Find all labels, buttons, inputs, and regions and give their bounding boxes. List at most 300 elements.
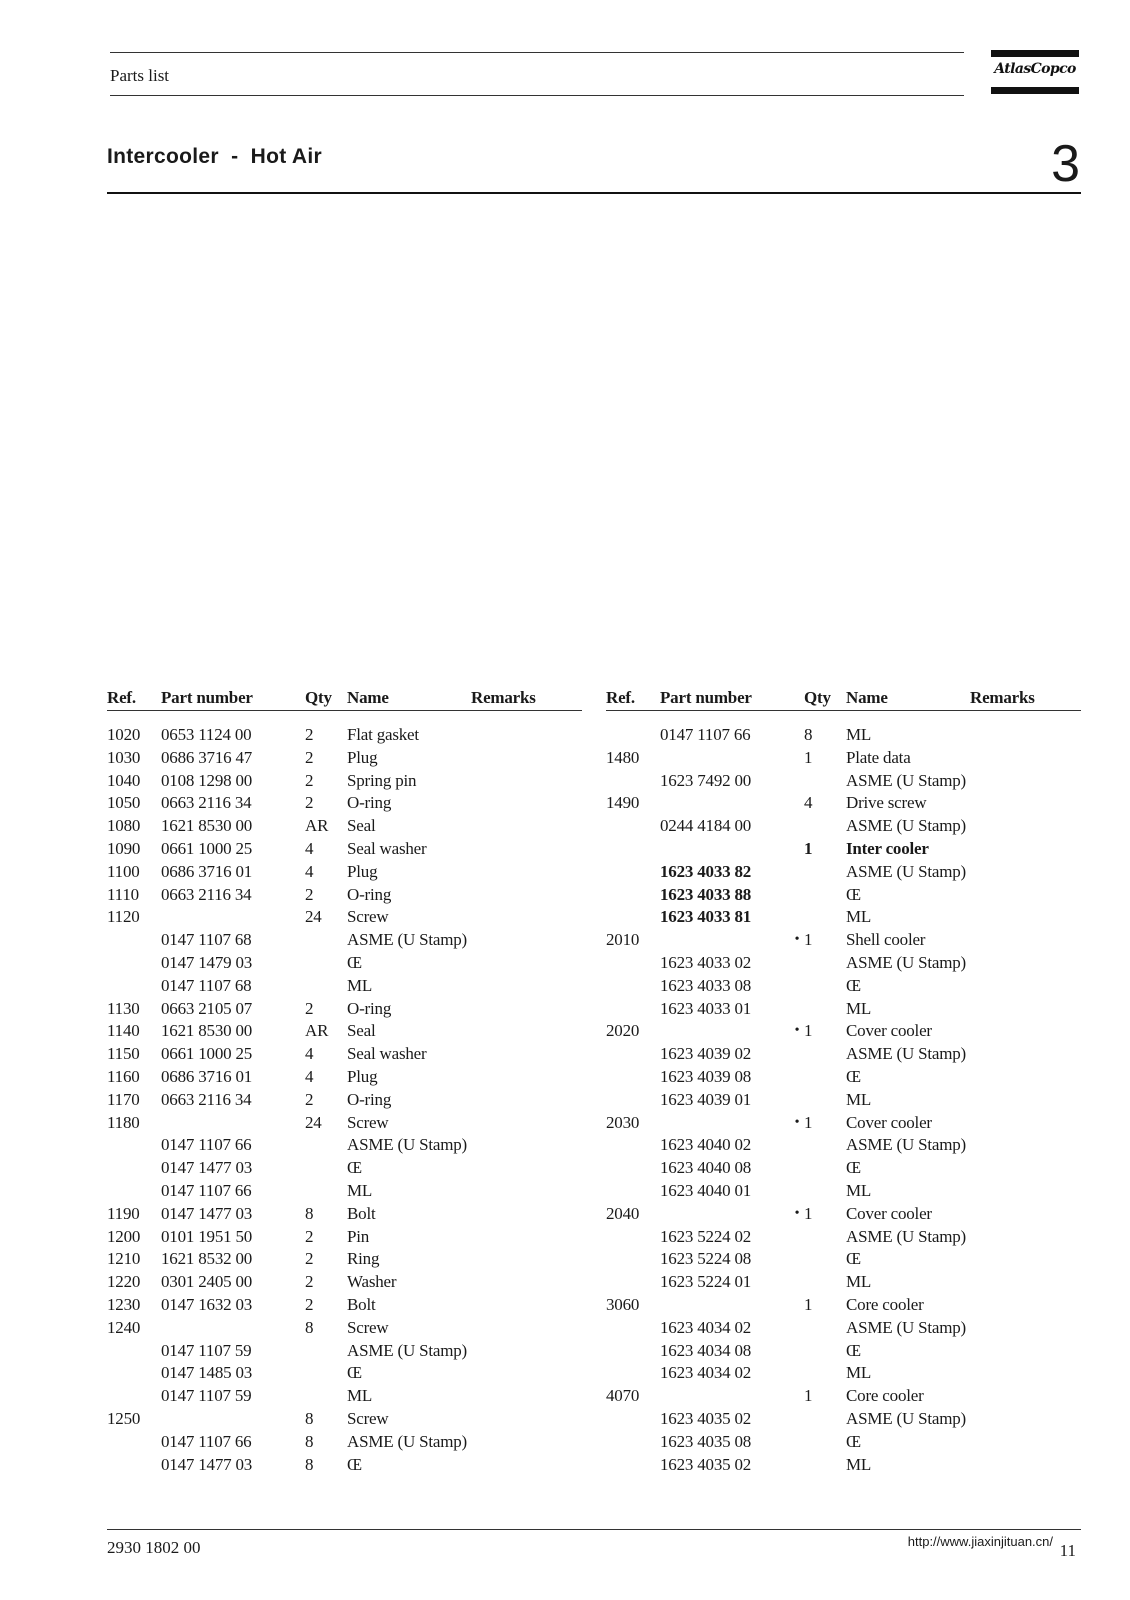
cell-part-number: 0244 4184 00 <box>660 816 752 836</box>
table-row <box>107 747 582 770</box>
cell-part-number: 0147 1485 03 <box>161 1363 253 1383</box>
cell-bullet <box>291 952 305 975</box>
cell-bullet <box>291 1020 305 1043</box>
table-row <box>606 998 1081 1021</box>
cell-bullet <box>790 1317 804 1340</box>
cell-qty <box>804 998 846 1021</box>
cell-qty: 8 <box>305 1408 314 1428</box>
cell-bullet <box>291 884 305 907</box>
cell-name: Plug <box>347 861 378 881</box>
table-row <box>606 1089 1081 1112</box>
table-row <box>606 1020 1081 1043</box>
cell-part-number: 1623 5224 02 <box>660 1226 752 1246</box>
cell-qty: 1 <box>804 838 813 858</box>
parts-table-left-body <box>107 710 582 1476</box>
cell-ref: 4070 <box>606 1386 640 1406</box>
cell-ref <box>107 1385 161 1408</box>
cell-ref: 1030 <box>107 747 141 767</box>
cell-part-number: 0108 1298 00 <box>161 770 253 790</box>
cell-bullet <box>291 1317 305 1340</box>
cell-part-number: 0101 1951 50 <box>161 1226 253 1246</box>
cell-name: Seal washer <box>347 1044 427 1064</box>
cell-ref: 1200 <box>107 1226 141 1246</box>
table-spacer-row <box>107 710 582 724</box>
cell-bullet <box>291 1408 305 1431</box>
cell-name: Seal washer <box>347 838 427 858</box>
cell-name: Bolt <box>347 1203 376 1223</box>
cell-ref <box>606 1340 660 1363</box>
cell-ref <box>606 1454 660 1477</box>
cell-part-number: 0653 1124 00 <box>161 725 252 744</box>
cell-qty <box>804 1226 846 1249</box>
cell-name: ASME (U Stamp) <box>846 816 966 836</box>
cell-qty <box>305 1180 347 1203</box>
cell-name: O-ring <box>347 998 392 1018</box>
cell-part-number: 1621 8530 00 <box>161 1021 253 1041</box>
table-row <box>107 884 582 907</box>
table-row <box>107 1112 582 1135</box>
cell-ref <box>606 1248 660 1271</box>
cell-ref <box>606 884 660 907</box>
cell-bullet <box>291 1089 305 1112</box>
cell-ref: 1250 <box>107 1408 141 1428</box>
table-row <box>606 1271 1081 1294</box>
cell-part-number: 0147 1107 68 <box>161 975 252 995</box>
cell-qty <box>804 1340 846 1363</box>
cell-qty <box>305 1134 347 1157</box>
cell-bullet: • <box>794 1023 800 1039</box>
cell-qty: 2 <box>305 770 314 790</box>
cell-ref: 1180 <box>107 1112 140 1132</box>
cell-name: ASME (U Stamp) <box>846 1408 966 1428</box>
cell-bullet <box>790 906 804 929</box>
cell-name: Pin <box>347 1226 370 1246</box>
cell-bullet <box>291 1066 305 1089</box>
header-rule-bottom <box>110 95 964 96</box>
cell-ref: 1190 <box>107 1203 140 1223</box>
cell-ref <box>107 952 161 975</box>
column-header-name <box>347 688 582 710</box>
table-row <box>107 770 582 793</box>
cell-name: Washer <box>347 1272 397 1292</box>
cell-ref <box>606 1362 660 1385</box>
table-row <box>107 1317 582 1340</box>
cell-bullet <box>790 884 804 907</box>
cell-name: Seal <box>347 1021 376 1041</box>
table-row <box>606 1180 1081 1203</box>
cell-name: ASME (U Stamp) <box>347 930 467 950</box>
cell-ref <box>606 998 660 1021</box>
cell-qty <box>804 1408 846 1431</box>
cell-part-number: 1623 4033 81 <box>660 907 752 927</box>
cell-name: ML <box>846 1180 872 1200</box>
cell-name: O-ring <box>347 793 392 813</box>
cell-ref <box>606 1226 660 1249</box>
table-row <box>107 1089 582 1112</box>
cell-qty <box>305 1362 347 1385</box>
cell-part-number: 0686 3716 01 <box>161 861 253 881</box>
cell-ref: 1490 <box>606 793 640 813</box>
column-header-remarks: Remarks <box>471 688 536 707</box>
cell-ref <box>107 1157 161 1180</box>
cell-name: ML <box>846 998 872 1018</box>
cell-ref: 1240 <box>107 1317 141 1337</box>
cell-part-number: 1623 4035 08 <box>660 1431 752 1451</box>
cell-bullet <box>291 1134 305 1157</box>
cell-qty <box>305 1385 347 1408</box>
cell-part-number: 0147 1107 66 <box>161 1431 252 1451</box>
table-row <box>606 884 1081 907</box>
cell-name: Œ <box>846 1158 861 1178</box>
table-row <box>606 1066 1081 1089</box>
cell-name: Œ <box>347 1158 362 1178</box>
cell-qty: 2 <box>305 747 314 767</box>
cell-bullet <box>790 1294 804 1317</box>
table-row <box>606 1226 1081 1249</box>
cell-bullet <box>291 815 305 838</box>
cell-ref: 1230 <box>107 1294 141 1314</box>
cell-part-number: 0663 2116 34 <box>161 1089 252 1109</box>
cell-ref <box>107 1340 161 1363</box>
cell-part-number: 0147 1477 03 <box>161 1454 253 1474</box>
cell-bullet <box>291 770 305 793</box>
column-header-name <box>846 688 1081 710</box>
parts-table-right-body <box>606 710 1081 1476</box>
cell-qty: 24 <box>305 907 322 927</box>
cell-qty: 8 <box>305 1431 314 1451</box>
cell-part-number: 1623 4040 02 <box>660 1135 752 1155</box>
cell-ref <box>606 906 660 929</box>
cell-qty: 2 <box>305 1226 314 1246</box>
table-row <box>606 1134 1081 1157</box>
cell-bullet <box>790 1431 804 1454</box>
cell-name: ML <box>846 1363 872 1383</box>
cell-name: Drive screw <box>846 793 927 813</box>
cell-bullet <box>291 998 305 1021</box>
cell-qty <box>804 1180 846 1203</box>
cell-part-number: 0147 1107 66 <box>161 1180 252 1200</box>
cell-name: ASME (U Stamp) <box>846 1135 966 1155</box>
cell-bullet <box>291 1431 305 1454</box>
cell-bullet <box>291 1362 305 1385</box>
cell-bullet <box>291 929 305 952</box>
cell-part-number: 0147 1107 59 <box>161 1340 252 1360</box>
table-row <box>606 1317 1081 1340</box>
cell-name: Œ <box>846 1066 861 1086</box>
cell-part-number: 0663 2116 34 <box>161 884 252 904</box>
table-row <box>606 747 1081 770</box>
cell-name: ASME (U Stamp) <box>846 861 966 881</box>
cell-name: Cover cooler <box>846 1203 932 1223</box>
cell-part-number <box>660 1385 790 1408</box>
cell-qty: 8 <box>305 1317 314 1337</box>
logo-bar-bottom <box>991 87 1079 94</box>
cell-part-number: 1623 5224 01 <box>660 1272 752 1292</box>
cell-part-number <box>660 1112 790 1135</box>
column-header-qty: Qty <box>305 688 347 710</box>
cell-ref <box>606 815 660 838</box>
cell-qty: 4 <box>305 838 314 858</box>
table-row <box>606 724 1081 747</box>
table-row <box>107 1385 582 1408</box>
cell-qty: 8 <box>305 1203 314 1223</box>
cell-ref <box>606 770 660 793</box>
cell-part-number: 0147 1479 03 <box>161 952 253 972</box>
cell-bullet <box>291 1294 305 1317</box>
cell-bullet <box>291 1454 305 1477</box>
cell-bullet <box>790 861 804 884</box>
cell-qty <box>305 929 347 952</box>
cell-ref: 1110 <box>107 884 139 904</box>
cell-bullet: • <box>794 1205 800 1221</box>
cell-part-number <box>161 1317 291 1340</box>
cell-bullet <box>790 747 804 770</box>
cell-name: ASME (U Stamp) <box>347 1431 467 1451</box>
cell-bullet <box>790 1226 804 1249</box>
cell-bullet <box>291 1157 305 1180</box>
table-row <box>107 815 582 838</box>
cell-name: ML <box>846 907 872 927</box>
cell-name: ASME (U Stamp) <box>347 1135 467 1155</box>
cell-part-number <box>660 792 790 815</box>
cell-ref <box>107 1362 161 1385</box>
table-row <box>107 1340 582 1363</box>
cell-part-number: 1623 4033 01 <box>660 998 752 1018</box>
cell-ref: 1090 <box>107 838 141 858</box>
cell-part-number: 1623 4039 01 <box>660 1089 752 1109</box>
cell-ref: 1160 <box>107 1066 140 1086</box>
logo-bar-top <box>991 50 1079 57</box>
cell-qty: 2 <box>305 1294 314 1314</box>
cell-part-number <box>660 929 790 952</box>
cell-ref: 1020 <box>107 725 141 744</box>
cell-qty: 2 <box>305 725 314 744</box>
table-row <box>107 1362 582 1385</box>
cell-bullet <box>291 861 305 884</box>
cell-ref: 1050 <box>107 793 141 813</box>
cell-qty: 2 <box>305 1249 314 1269</box>
cell-bullet <box>790 724 804 747</box>
cell-name: Œ <box>846 1431 861 1451</box>
cell-bullet <box>790 1362 804 1385</box>
cell-bullet <box>291 792 305 815</box>
column-header-ref: Ref. <box>606 688 660 710</box>
table-row <box>107 1157 582 1180</box>
column-header-remarks: Remarks <box>970 688 1035 707</box>
cell-ref <box>107 1134 161 1157</box>
cell-qty: 2 <box>305 884 314 904</box>
cell-bullet <box>291 838 305 861</box>
cell-qty: AR <box>305 816 329 836</box>
cell-part-number: 0301 2405 00 <box>161 1272 253 1292</box>
cell-bullet <box>291 747 305 770</box>
cell-name: Core cooler <box>846 1386 924 1406</box>
cell-part-number: 1623 5224 08 <box>660 1249 752 1269</box>
cell-bullet <box>790 1454 804 1477</box>
cell-bullet <box>790 815 804 838</box>
column-header-name-label: Name <box>347 688 389 707</box>
cell-qty <box>305 1340 347 1363</box>
cell-qty: 8 <box>804 725 813 744</box>
cell-ref <box>606 1271 660 1294</box>
column-header-spacer <box>291 688 305 710</box>
cell-name: ASME (U Stamp) <box>846 770 966 790</box>
cell-qty <box>804 1066 846 1089</box>
cell-part-number: 0663 2105 07 <box>161 998 253 1018</box>
cell-ref <box>606 1408 660 1431</box>
table-row <box>606 1454 1081 1477</box>
cell-ref: 1080 <box>107 816 141 836</box>
cell-qty: 4 <box>305 861 314 881</box>
table-row <box>606 1112 1081 1135</box>
cell-name: O-ring <box>347 1089 392 1109</box>
cell-qty: 2 <box>305 793 314 813</box>
cell-name: Œ <box>347 952 362 972</box>
cell-ref <box>107 1431 161 1454</box>
cell-qty: 1 <box>804 1203 813 1223</box>
cell-name: ASME (U Stamp) <box>846 1044 966 1064</box>
cell-qty: 1 <box>804 1386 813 1406</box>
table-row <box>606 1157 1081 1180</box>
cell-bullet <box>790 838 804 861</box>
cell-part-number: 0663 2116 34 <box>161 793 252 813</box>
cell-ref <box>606 975 660 998</box>
cell-name: Plug <box>347 747 378 767</box>
table-row <box>606 1248 1081 1271</box>
cell-part-number <box>161 1112 291 1135</box>
cell-name: Cover cooler <box>846 1112 932 1132</box>
cell-qty <box>804 1248 846 1271</box>
cell-ref: 3060 <box>606 1294 640 1314</box>
cell-bullet <box>790 770 804 793</box>
cell-part-number <box>660 747 790 770</box>
table-row <box>606 815 1081 838</box>
table-row <box>606 952 1081 975</box>
cell-bullet <box>790 1180 804 1203</box>
cell-bullet <box>790 1385 804 1408</box>
cell-name: ML <box>846 1454 872 1474</box>
table-row <box>107 906 582 929</box>
cell-qty <box>804 1362 846 1385</box>
cell-part-number: 1623 4035 02 <box>660 1408 752 1428</box>
chapter-number: 3 <box>1051 135 1080 193</box>
cell-part-number: 1623 7492 00 <box>660 770 752 790</box>
cell-name: ML <box>347 1180 373 1200</box>
cell-qty <box>804 1431 846 1454</box>
cell-name: Œ <box>846 975 861 995</box>
cell-name: Œ <box>347 1454 362 1474</box>
cell-bullet <box>790 1157 804 1180</box>
cell-name: ASME (U Stamp) <box>846 952 966 972</box>
cell-ref <box>606 1431 660 1454</box>
cell-name: Cover cooler <box>846 1021 932 1041</box>
table-row <box>107 1043 582 1066</box>
cell-part-number <box>660 1203 790 1226</box>
table-row <box>107 1431 582 1454</box>
cell-ref: 2030 <box>606 1112 640 1132</box>
table-row <box>606 1385 1081 1408</box>
cell-part-number: 0661 1000 25 <box>161 1044 253 1064</box>
cell-part-number: 0661 1000 25 <box>161 838 253 858</box>
cell-ref <box>107 1454 161 1477</box>
cell-name: Spring pin <box>347 770 417 790</box>
cell-name: Screw <box>347 1317 389 1337</box>
cell-ref <box>606 724 660 747</box>
cell-qty <box>804 770 846 793</box>
cell-name: ASME (U Stamp) <box>846 1226 966 1246</box>
cell-name: Inter cooler <box>846 838 929 858</box>
cell-name: Ring <box>347 1249 380 1269</box>
cell-part-number <box>660 838 790 861</box>
cell-qty: 1 <box>804 930 813 950</box>
table-row <box>107 975 582 998</box>
cell-ref: 1210 <box>107 1249 141 1269</box>
table-row <box>107 1226 582 1249</box>
table-row <box>606 1203 1081 1226</box>
cell-name: Screw <box>347 1408 389 1428</box>
table-row <box>606 1340 1081 1363</box>
cell-qty: 2 <box>305 1089 314 1109</box>
section-title: Intercooler - Hot Air <box>107 145 322 168</box>
cell-name: Plug <box>347 1066 378 1086</box>
cell-part-number: 0147 1107 59 <box>161 1386 252 1406</box>
cell-name: Shell cooler <box>846 930 926 950</box>
cell-bullet <box>291 1180 305 1203</box>
cell-qty <box>804 1157 846 1180</box>
table-row <box>107 1294 582 1317</box>
table-row <box>606 1294 1081 1317</box>
cell-qty: 1 <box>804 1294 813 1314</box>
cell-part-number: 1623 4040 01 <box>660 1180 752 1200</box>
cell-part-number: 1623 4034 02 <box>660 1317 752 1337</box>
cell-qty: 4 <box>305 1066 314 1086</box>
table-row <box>606 906 1081 929</box>
cell-name: Core cooler <box>846 1294 924 1314</box>
cell-qty: 2 <box>305 998 314 1018</box>
cell-name: ML <box>846 1089 872 1109</box>
cell-ref <box>606 1043 660 1066</box>
cell-name: ML <box>846 725 872 744</box>
cell-part-number: 1623 4039 08 <box>660 1066 752 1086</box>
table-row <box>107 1020 582 1043</box>
cell-part-number: 1623 4040 08 <box>660 1158 752 1178</box>
table-header-row <box>606 688 1081 710</box>
cell-ref <box>107 929 161 952</box>
table-row <box>107 792 582 815</box>
cell-qty <box>804 1089 846 1112</box>
cell-name: Œ <box>846 1340 861 1360</box>
cell-part-number: 0147 1632 03 <box>161 1294 253 1314</box>
table-row <box>107 861 582 884</box>
cell-qty <box>804 1317 846 1340</box>
cell-qty <box>305 952 347 975</box>
cell-ref <box>606 1180 660 1203</box>
table-spacer-row <box>606 710 1081 724</box>
cell-qty <box>804 1454 846 1477</box>
cell-part-number: 1621 8530 00 <box>161 816 253 836</box>
cell-bullet <box>790 1340 804 1363</box>
cell-bullet <box>790 792 804 815</box>
cell-qty: AR <box>305 1021 329 1041</box>
cell-ref <box>606 1317 660 1340</box>
cell-ref: 1120 <box>107 907 140 927</box>
cell-part-number: 1623 4033 88 <box>660 884 752 904</box>
table-row <box>606 1362 1081 1385</box>
cell-part-number: 0147 1477 03 <box>161 1158 253 1178</box>
cell-part-number: 1623 4034 08 <box>660 1340 752 1360</box>
table-row <box>107 952 582 975</box>
cell-name: O-ring <box>347 884 392 904</box>
